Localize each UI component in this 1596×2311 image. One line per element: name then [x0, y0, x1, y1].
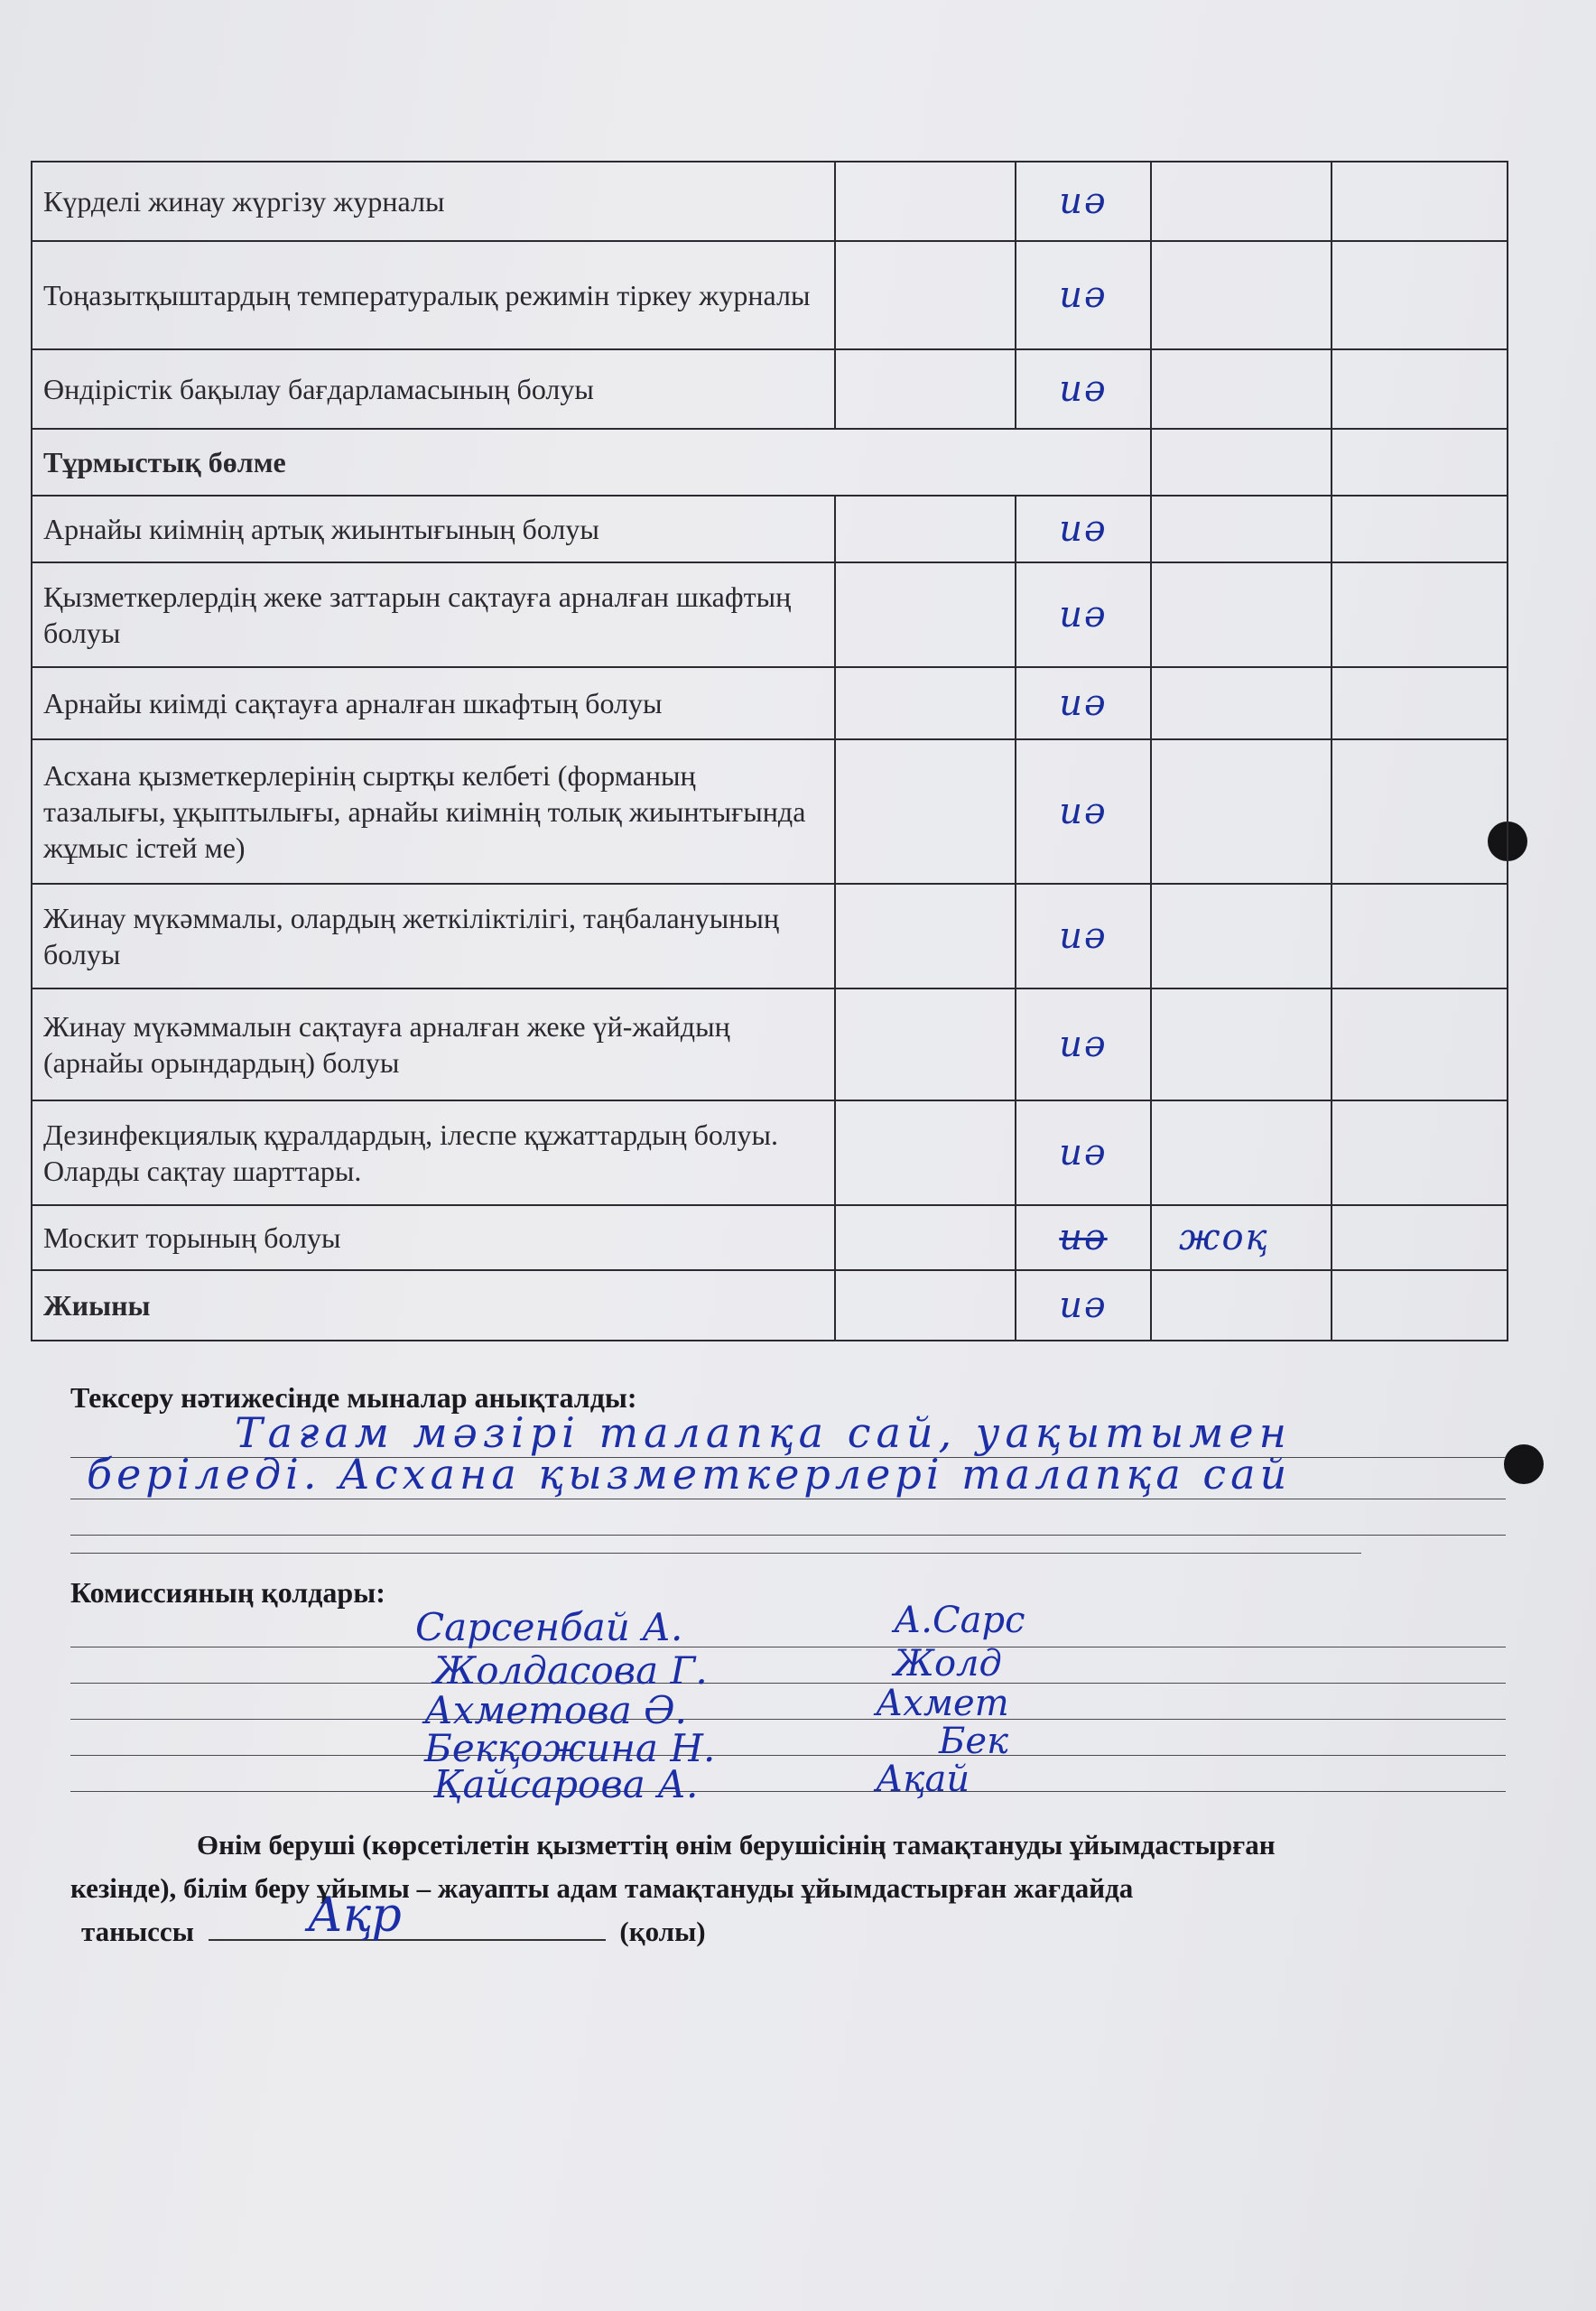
table-row	[32, 562, 1508, 667]
member-name: Ахметова Ә.	[424, 1688, 687, 1732]
findings-label: Тексеру нәтижесінде мыналар анықталды:	[70, 1381, 637, 1414]
table-row	[32, 1205, 1508, 1270]
table-row	[32, 739, 1508, 884]
empty-cell	[1332, 562, 1508, 667]
punch-hole	[1504, 1444, 1544, 1484]
signatures-label: Комиссияның қолдары:	[70, 1576, 385, 1609]
yes-mark: иә	[1016, 739, 1151, 884]
empty-cell	[1151, 562, 1332, 667]
empty-cell	[1332, 1205, 1508, 1270]
total-row	[32, 1270, 1508, 1341]
yes-mark: иә	[1016, 1270, 1151, 1341]
ruled-line	[70, 1535, 1506, 1536]
empty-cell	[1151, 667, 1332, 739]
ruled-line	[70, 1553, 1361, 1554]
struck-yes-mark: иә	[1016, 1205, 1151, 1270]
member-name: Жолдасова Г.	[433, 1648, 708, 1693]
yes-mark: иә	[1016, 988, 1151, 1100]
empty-cell	[835, 162, 1016, 241]
empty-cell	[1151, 496, 1332, 562]
row-text: Арнайы киімді сақтауға арналған шкафтың болуы	[32, 667, 835, 739]
acknowledgment-line: Өнім беруші (көрсетілетін қызметтің өнім берушісінің тамақтануды ұйымдастырған	[197, 1829, 1276, 1861]
empty-cell	[1332, 884, 1508, 988]
table-row	[32, 349, 1508, 429]
acknowledgment-block	[70, 1824, 1515, 1954]
empty-cell	[835, 1100, 1016, 1205]
ruled-line	[70, 1683, 1506, 1684]
table-row	[32, 1100, 1508, 1205]
yes-mark: иә	[1016, 562, 1151, 667]
empty-cell	[835, 739, 1016, 884]
empty-cell	[835, 496, 1016, 562]
acknowledgment-line: кезінде), білім беру ұйымы – жауапты адам тамақтануды ұйымдастырған жағдайда	[70, 1872, 1134, 1905]
empty-cell	[835, 988, 1016, 1100]
empty-cell	[1332, 739, 1508, 884]
signature-hint: (қолы)	[619, 1916, 706, 1948]
member-name: Қайсарова А.	[433, 1762, 699, 1806]
checklist-table	[31, 161, 1508, 1341]
row-text: Жинау мүкәммалын сақтауға арналған жеке үй-жайдың (арнайы орындардың) болуы	[32, 988, 835, 1100]
member-signature: Ахмет	[876, 1683, 1009, 1724]
ruled-line	[70, 1719, 1506, 1720]
empty-cell	[1151, 988, 1332, 1100]
row-text: Асхана қызметкерлерінің сыртқы келбеті (форманың тазалығы, ұқыптылығы, арнайы киімнің толық жиынтығында жұмыс істей ме)	[32, 739, 835, 884]
yes-mark: иә	[1016, 241, 1151, 349]
empty-cell	[1332, 496, 1508, 562]
empty-cell	[1151, 739, 1332, 884]
member-name: Бекқожина Н.	[424, 1726, 716, 1770]
acquainted-label: таныссы	[81, 1916, 194, 1948]
empty-cell	[1332, 429, 1508, 496]
empty-cell	[1151, 429, 1332, 496]
section-title: Тұрмыстық бөлме	[32, 429, 1151, 496]
empty-cell	[835, 349, 1016, 429]
empty-cell	[1151, 349, 1332, 429]
provider-signature: Ақр	[307, 1889, 402, 1944]
member-signature: А.Сарс	[894, 1600, 1025, 1641]
yes-mark: иә	[1016, 496, 1151, 562]
acknowledgment-sign-line	[70, 1889, 1515, 1954]
empty-cell	[1332, 1100, 1508, 1205]
row-text: Дезинфекциялық құралдардың, ілеспе құжаттардың болуы. Оларды сақтау шарттары.	[32, 1100, 835, 1205]
yes-mark: иә	[1016, 667, 1151, 739]
no-mark: жоқ	[1151, 1205, 1332, 1270]
member-name: Сарсенбай А.	[415, 1605, 683, 1649]
empty-cell	[1151, 241, 1332, 349]
table-row	[32, 988, 1508, 1100]
empty-cell	[1332, 1270, 1508, 1341]
empty-cell	[835, 1270, 1016, 1341]
empty-cell	[835, 241, 1016, 349]
table-row	[32, 241, 1508, 349]
handwritten-finding: беріледі. Асхана қызметкерлері талапқа сай	[87, 1450, 1292, 1499]
empty-cell	[1332, 988, 1508, 1100]
row-text: Москит торының болуы	[32, 1205, 835, 1270]
empty-cell	[1151, 884, 1332, 988]
empty-cell	[835, 1205, 1016, 1270]
signature-line	[209, 1889, 606, 1944]
empty-cell	[835, 884, 1016, 988]
member-signature: Ақай	[876, 1759, 970, 1800]
empty-cell	[1332, 162, 1508, 241]
row-text: Күрделі жинау жүргізу журналы	[32, 162, 835, 241]
empty-cell	[1332, 349, 1508, 429]
yes-mark: иә	[1016, 349, 1151, 429]
empty-cell	[1332, 667, 1508, 739]
empty-cell	[1332, 241, 1508, 349]
table-row	[32, 162, 1508, 241]
yes-mark: иә	[1016, 162, 1151, 241]
yes-mark: иә	[1016, 1100, 1151, 1205]
row-text: Арнайы киімнің артық жиынтығының болуы	[32, 496, 835, 562]
row-text: Өндірістік бақылау бағдарламасының болуы	[32, 349, 835, 429]
row-text: Жинау мүкәммалы, олардың жеткіліктілігі, таңбалануының болуы	[32, 884, 835, 988]
yes-mark: иә	[1016, 884, 1151, 988]
table-row	[32, 496, 1508, 562]
table-row	[32, 667, 1508, 739]
handwritten-finding: Тағам мәзірі талапқа сай, уақытымен	[235, 1408, 1292, 1457]
row-text: Қызметкерлердің жеке заттарын сақтауға арналған шкафтың болуы	[32, 562, 835, 667]
empty-cell	[1151, 1270, 1332, 1341]
empty-cell	[835, 667, 1016, 739]
row-text: Тоңазытқыштардың температуралық режимін тіркеу журналы	[32, 241, 835, 349]
empty-cell	[1151, 162, 1332, 241]
ruled-line	[70, 1755, 1506, 1756]
empty-cell	[835, 562, 1016, 667]
member-signature: Бек	[939, 1721, 1008, 1762]
total-label: Жиыны	[32, 1270, 835, 1341]
ruled-line	[70, 1791, 1506, 1792]
section-header-row	[32, 429, 1508, 496]
member-signature: Жолд	[894, 1643, 1002, 1685]
table-row	[32, 884, 1508, 988]
empty-cell	[1151, 1100, 1332, 1205]
